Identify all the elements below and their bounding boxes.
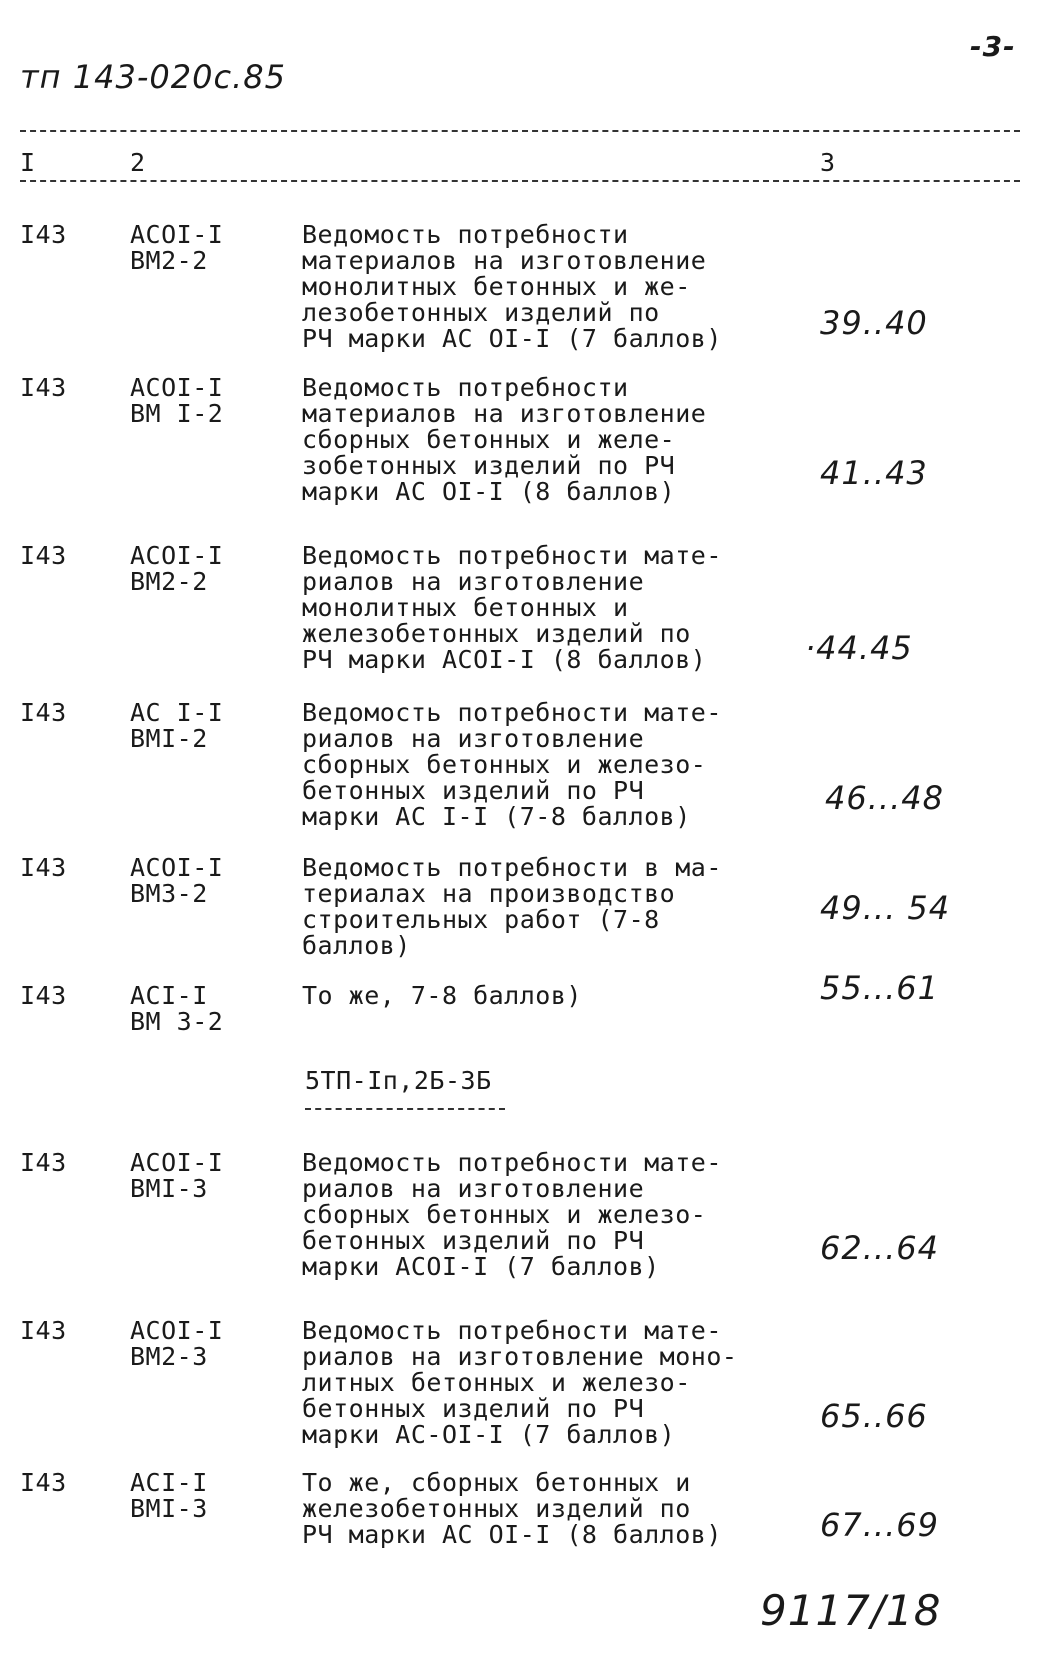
description-line: бетонных изделий по РЧ xyxy=(302,776,645,805)
section-title-underline xyxy=(305,1108,505,1110)
row-description xyxy=(302,543,772,673)
description-line: РЧ марки АС ОI-I (7 баллов) xyxy=(302,324,722,353)
row-code: АСОI-I ВМI-3 xyxy=(130,1148,224,1203)
description-line: бетонных изделий по РЧ xyxy=(302,1394,645,1423)
row-description xyxy=(302,983,772,1009)
description-line: монолитных бетонных и же- xyxy=(302,272,691,301)
row-code: АСОI-I ВМ I-2 xyxy=(130,373,224,428)
row-pages: 67...69 xyxy=(820,1506,939,1544)
row-code: АСI-I ВМI-3 xyxy=(130,1468,208,1523)
document-code: тп 143-020с.85 xyxy=(20,58,286,96)
header-divider-bottom xyxy=(20,180,1020,182)
description-line: зобетонных изделий по РЧ xyxy=(302,451,676,480)
description-line: железобетонных изделий по xyxy=(302,1494,691,1523)
row-code: АСI-I ВМ 3-2 xyxy=(130,981,224,1036)
row-number: I43 xyxy=(20,220,67,249)
description-line: материалов на изготовление xyxy=(302,246,707,275)
description-line: сборных бетонных и железо- xyxy=(302,750,707,779)
description-line: То же, сборных бетонных и xyxy=(302,1468,691,1497)
row-pages: 62...64 xyxy=(820,1229,939,1267)
description-line: риалов на изготовление xyxy=(302,724,645,753)
description-line: То же, 7-8 баллов) xyxy=(302,981,582,1010)
row-number: I43 xyxy=(20,541,67,570)
row-number: I43 xyxy=(20,1316,67,1345)
description-line: лезобетонных изделий по xyxy=(302,298,660,327)
description-line: литных бетонных и железо- xyxy=(302,1368,691,1397)
description-line: РЧ марки АСОI-I (8 баллов) xyxy=(302,645,707,674)
description-line: риалов на изготовление xyxy=(302,567,645,596)
row-description xyxy=(302,375,772,505)
row-code: АСОI-I ВМ2-2 xyxy=(130,541,224,596)
page-number: -3- xyxy=(970,30,1016,63)
row-code: АСОI-I ВМ3-2 xyxy=(130,853,224,908)
description-line: железобетонных изделий по xyxy=(302,619,691,648)
description-line: Ведомость потребности xyxy=(302,373,629,402)
row-pages: 46...48 xyxy=(825,779,944,817)
row-number: I43 xyxy=(20,698,67,727)
description-line: Ведомость потребности мате- xyxy=(302,698,722,727)
header-divider-top xyxy=(20,130,1020,132)
row-pages: ·44.45 xyxy=(805,629,913,667)
row-description xyxy=(302,700,772,830)
description-line: марки АС ОI-I (8 баллов) xyxy=(302,477,676,506)
row-number: I43 xyxy=(20,981,67,1010)
column-header-2: 2 xyxy=(130,148,146,177)
description-line: марки АС-ОI-I (7 баллов) xyxy=(302,1420,676,1449)
description-line: марки АСОI-I (7 баллов) xyxy=(302,1252,660,1281)
row-description xyxy=(302,855,772,959)
description-line: бетонных изделий по РЧ xyxy=(302,1226,645,1255)
row-pages: 65..66 xyxy=(820,1397,928,1435)
description-line: риалов на изготовление xyxy=(302,1174,645,1203)
row-pages: 41..43 xyxy=(820,454,928,492)
description-line: риалов на изготовление моно- xyxy=(302,1342,738,1371)
row-description xyxy=(302,1470,772,1548)
row-description xyxy=(302,1318,772,1448)
description-line: материалов на изготовление xyxy=(302,399,707,428)
description-line: Ведомость потребности мате- xyxy=(302,541,722,570)
row-pages: 55...61 xyxy=(820,969,939,1007)
row-pages: 49... 54 xyxy=(820,889,951,927)
column-header-3: 3 xyxy=(820,148,836,177)
row-description xyxy=(302,1150,772,1280)
row-code: АСОI-I ВМ2-2 xyxy=(130,220,224,275)
description-line: марки АС I-I (7-8 баллов) xyxy=(302,802,691,831)
description-line: Ведомость потребности в ма- xyxy=(302,853,722,882)
row-number: I43 xyxy=(20,853,67,882)
archive-signature: 9117/18 xyxy=(760,1586,942,1635)
description-line: сборных бетонных и желе- xyxy=(302,425,676,454)
description-line: Ведомость потребности мате- xyxy=(302,1316,722,1345)
description-line: РЧ марки АС ОI-I (8 баллов) xyxy=(302,1520,722,1549)
description-line: сборных бетонных и железо- xyxy=(302,1200,707,1229)
section-title: 5ТП-Iп,2Б-3Б xyxy=(305,1066,492,1095)
row-number: I43 xyxy=(20,373,67,402)
description-line: териалах на производство xyxy=(302,879,676,908)
row-description xyxy=(302,222,772,352)
row-pages: 39..40 xyxy=(820,304,928,342)
description-line: строительных работ (7-8 xyxy=(302,905,660,934)
row-number: I43 xyxy=(20,1148,67,1177)
description-line: баллов) xyxy=(302,931,411,960)
row-code: АСОI-I ВМ2-3 xyxy=(130,1316,224,1371)
row-number: I43 xyxy=(20,1468,67,1497)
description-line: Ведомость потребности мате- xyxy=(302,1148,722,1177)
description-line: Ведомость потребности xyxy=(302,220,629,249)
description-line: монолитных бетонных и xyxy=(302,593,629,622)
row-code: АС I-I ВМI-2 xyxy=(130,698,224,753)
column-header-1: I xyxy=(20,148,36,177)
